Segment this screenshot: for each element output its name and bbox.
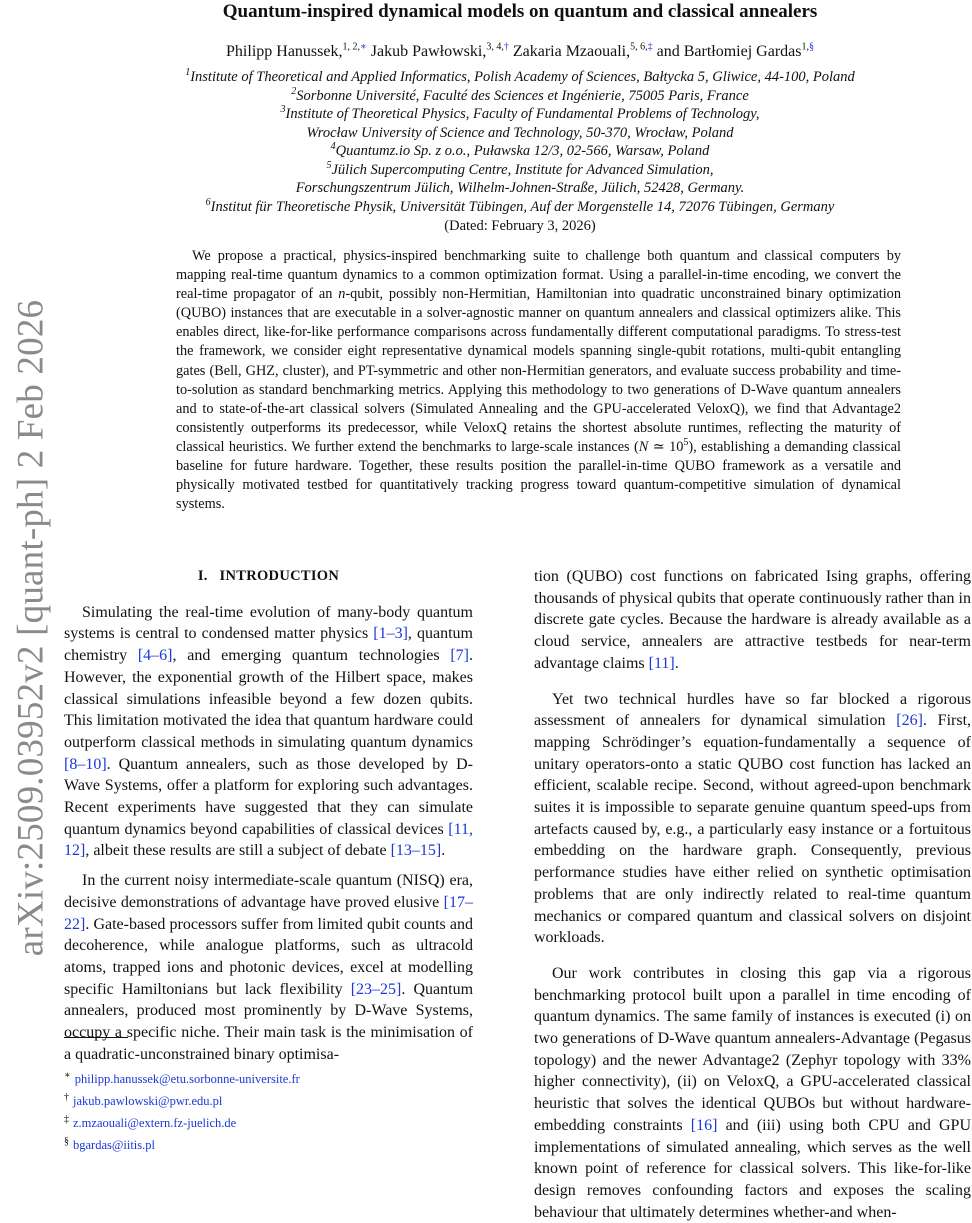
arxiv-side-identifier [2, 288, 60, 968]
affiliation-5-cont: Forschungszentrum Jülich, Wilhelm-Johnen-Straße, Jülich, 52428, Germany. [295, 180, 745, 196]
citation-link[interactable]: [11, 12] [64, 820, 473, 860]
arxiv-id-text: arXiv:2509.03952v2 [quant-ph] 2 Feb 2026 [10, 299, 52, 957]
paper-title: Quantum-inspired dynamical models on quantum and classical annealers [222, 1, 818, 22]
right-column [534, 566, 971, 1223]
abstract: We propose a practical, physics-inspired benchmarking suite to challenge both quantum and classical computers by mapping real-time quantum dynamics to a common optimization format. Using a parallel-in-time encoding, we convert the real-time propagator of an n-qubit, possibly non-Hermitian, Hamiltonian into quadratic unconstrained binary optimization (QUBO) instances that are executable in a solver-agnostic manner on quantum annealers and classical optimizers alike. This enables direct, like-for-like performance comparisons across fundamentally different computational paradigms. To stress-test the framework, we consider eight representative dynamical models spanning single-qubit rotations, multi-qubit entangling gates (Bell, GHZ, cluster), and PT-symmetric and other non-Hermitian generators, and evaluate success probability and time-to-solution as standard benchmarking metrics. Applying this methodology to two generations of D-Wave quantum annealers and to state-of-the-art classical solvers (Simulated Annealing and the GPU-accelerated VeloxQ), we find that Advantage2 consistently outperforms its predecessor, while VeloxQ retains the shortest absolute runtimes, reflecting the maturity of classical heuristics. We further extend the benchmarks to large-scale instances (N ≃ $10^5$), establishing a demanding classical baseline for future hardware. Together, these results position the parallel-in-time QUBO framework as a versatile and physically motivated testbed for quantitatively tracking progress toward quantum-competitive simulation of dynamical systems. [176, 248, 901, 513]
affiliations [110, 68, 930, 216]
citation-link[interactable]: [7] [450, 647, 469, 665]
section-heading: I. INTRODUCTION [197, 568, 340, 584]
citation-link[interactable]: [8–10] [64, 755, 107, 773]
footnote-4: § bgardas@iitis.pl [64, 1135, 155, 1152]
affiliation-6: $^6$Institut für Theoretische Physik, Universität Tübingen, Auf der Morgenstelle 14, 72076 Tübingen, Germany [205, 196, 835, 215]
left-column [64, 562, 473, 1065]
author-3: Zakaria Mzaouali,$^{5, 6,\ddagger}$ [512, 41, 653, 60]
citation-link[interactable]: [26] [896, 712, 923, 730]
author-1: Philipp Hanussek,$^{1, 2,∗}$ [226, 41, 367, 60]
email-link-3[interactable]: z.mzaouali@extern.fz-juelich.de [73, 1116, 237, 1130]
footnote-3: ‡ z.mzaouali@extern.fz-juelich.de [64, 1113, 237, 1130]
intro-paragraph-5: Our work contributes in closing this gap via a rigorous benchmarking protocol built upon a parallel in time encoding of quantum dynamics. The same family of instances is executed (i) on two generations of D-Wave quantum annealers-Advantage (Pegasus topology) and the newer Advantage2 (Zephyr topology with 33% higher connectivity), (ii) on VeloxQ, a GPU-accelerated classical heuristic that solves the identical QUBOs but without hardware-embedding constraints [16] and (iii) using both CPU and GPU implementations of simulated annealing, which serves as the well known point of reference for classical solvers. This like-for-like design removes confounding factors and exposes the scaling behaviour that ultimately determines whether-and when- [534, 964, 971, 1221]
intro-paragraph-3: tion (QUBO) cost functions on fabricated Ising graphs, offering thousands of physical qubits that operate continuously rather than in discrete gate cycles. Because the hardware is already available as a cloud service, annealers are attractive testbeds for near-term advantage claims [11]. [534, 568, 971, 672]
author-list [110, 42, 930, 62]
email-link-4[interactable]: bgardas@iitis.pl [73, 1138, 155, 1152]
citation-link[interactable]: [4–6] [137, 647, 173, 665]
footnote-rule [64, 1037, 128, 1038]
footnotes [64, 1068, 484, 1156]
affiliation-4: $^4$Quantumz.io Sp. z o.o., Puławska 12/3, 02-566, Warsaw, Poland [330, 141, 710, 159]
intro-paragraph-1: Simulating the real-time evolution of many-body quantum systems is central to condensed matter physics [1–3], quantum chemistry [4–6], and emerging quantum technologies [7]. However, the exponential growth of the Hilbert space, makes classical simulations infeasible beyond a few dozen qubits. This limitation motivated the idea that quantum hardware could outperform classical methods in simulating quantum dynamics [8–10]. Quantum annealers, such as those developed by D-Wave Systems, offer a platform for exploring such advantages. Recent experiments have suggested that they can simulate quantum dynamics beyond capabilities of classical devices [11, 12], albeit these results are still a subject of debate [13–15]. [64, 603, 473, 860]
date-line: (Dated: February 3, 2026) [444, 218, 596, 234]
citation-link[interactable]: [16] [690, 1116, 718, 1134]
citation-link[interactable]: [1–3] [373, 625, 408, 643]
footnote-1: ∗ philipp.hanussek@etu.sorbonne-universite.fr [64, 1069, 300, 1086]
footnote-2: † jakub.pawlowski@pwr.edu.pl [64, 1091, 223, 1108]
intro-paragraph-4: Yet two technical hurdles have so far blocked a rigorous assessment of annealers for dynamical simulation [26]. First, mapping Schrödinger’s equation-fundamentally a sequence of unitary operators-onto a static QUBO cost function has lacked an efficient, scalable recipe. Second, without agreed-upon benchmark suites it is impossible to separate genuine quantum speed-ups from artefacts caused by, e.g., a particularly easy instance or a fortuitous embedding on the hardware graph. Consequently, previous performance studies have either relied on synthetic optimisation problems that are only indirectly related to real-time quantum mechanics or compared quantum and classical solvers on disjoint workloads. [534, 690, 972, 947]
author-2: Jakub Pawłowski,$^{3, 4,\dagger}$ [370, 41, 509, 60]
affiliation-5: $^5$Jülich Supercomputing Centre, Institute for Advanced Simulation, [326, 159, 714, 178]
citation-link[interactable]: [11] [648, 654, 675, 672]
email-link-2[interactable]: jakub.pawlowski@pwr.edu.pl [73, 1094, 223, 1108]
affiliation-1: $^1$Institute of Theoretical and Applied Informatics, Polish Academy of Sciences, Bałtycka 5, Gliwice, 44-100, Poland [185, 67, 855, 85]
affiliation-3: $^3$Institute of Theoretical Physics, Faculty of Fundamental Problems of Technology, [280, 104, 760, 122]
citation-link[interactable]: [17–22] [64, 893, 473, 933]
intro-paragraph-2: In the current noisy intermediate-scale quantum (NISQ) era, decisive demonstrations of advantage have proved elusive [17–22]. Gate-based processors suffer from limited qubit counts and decoherence, while analogue platforms, such as ultracold atoms, trapped ions and photonic devices, excel at modelling specific Hamiltonians but lack flexibility [23–25]. Quantum annealers, produced most prominently by D-Wave Systems, occupy a specific niche. Their main task is the minimisation of a quadratic-unconstrained binary optimisa- [64, 872, 474, 1063]
email-link-1[interactable]: philipp.hanussek@etu.sorbonne-universite.fr [74, 1072, 300, 1086]
affiliation-2: $^2$Sorbonne Université, Faculté des Sciences et Ingénierie, 75005 Paris, France [291, 85, 749, 104]
author-4: and Bartłomiej Gardas$^{1,\S}$ [656, 41, 814, 60]
affiliation-3-cont: Wrocław University of Science and Technology, 50-370, Wrocław, Poland [306, 124, 734, 141]
citation-link[interactable]: [23–25] [350, 980, 402, 998]
citation-link[interactable]: [13–15] [390, 842, 442, 860]
